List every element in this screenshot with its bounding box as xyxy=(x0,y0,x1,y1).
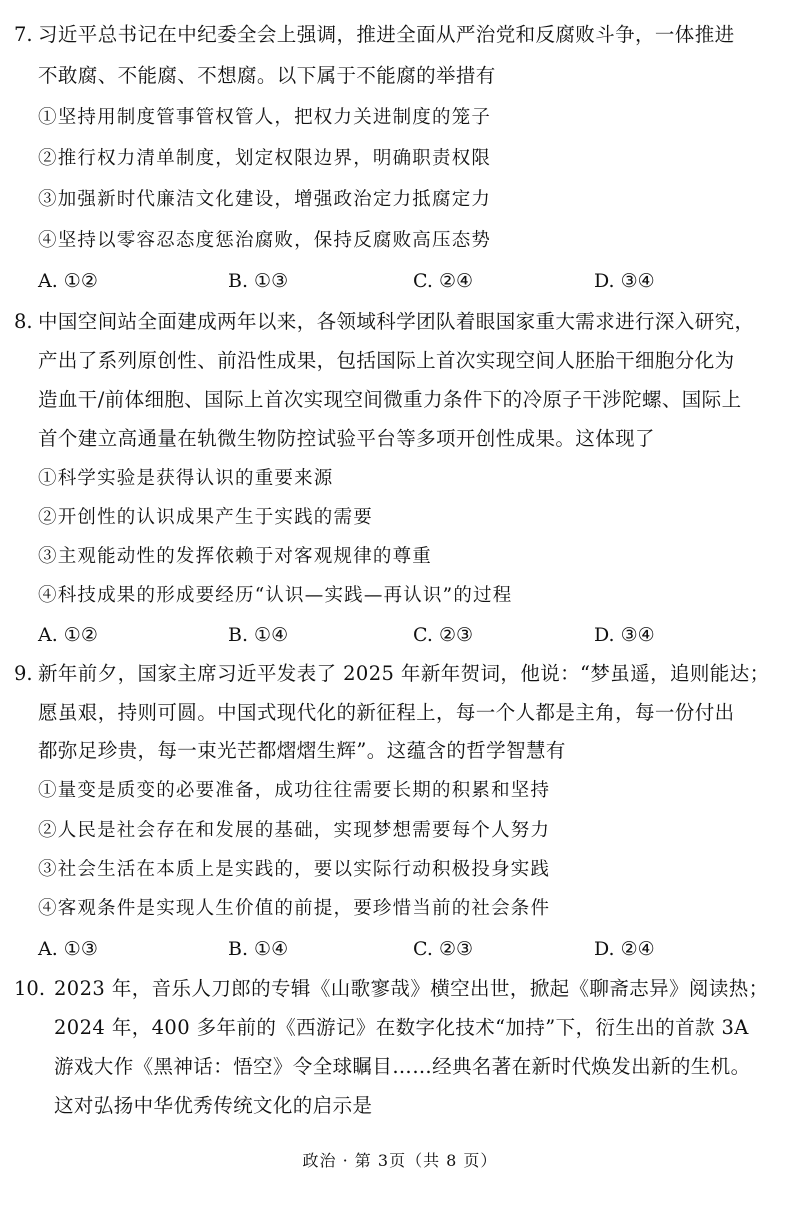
question-stem-line: 中国空间站全面建成两年以来，各领域科学团队着眼国家重大需求进行深入研究， xyxy=(38,310,755,333)
statement-4: ④坚持以零容忍态度惩治腐败，保持反腐败高压态势 xyxy=(38,230,492,251)
question-stem-line: 2024 年，400 多年前的《西游记》在数字化技术“加持”下，衍生出的首款 3A xyxy=(54,1016,749,1039)
page-footer: 政治 · 第 3页（共 8 页） xyxy=(302,1151,498,1170)
question-stem-line: 不敢腐、不能腐、不想腐。以下属于不能腐的举措有 xyxy=(38,64,496,87)
question-stem-line: 产出了系列原创性、前沿性成果，包括国际上首次实现空间人胚胎干细胞分化为 xyxy=(38,349,735,372)
question-stem-line: 首个建立高通量在轨微生物防控试验平台等多项开创性成果。这体现了 xyxy=(38,427,655,450)
statement-3: ③主观能动性的发挥依赖于对客观规律的尊重 xyxy=(38,546,433,567)
option-d[interactable]: D. ③④ xyxy=(594,624,655,646)
option-a[interactable]: A. ①③ xyxy=(38,938,98,960)
option-c[interactable]: C. ②④ xyxy=(413,270,474,292)
statement-1: ①坚持用制度管事管权管人，把权力关进制度的笼子 xyxy=(38,107,492,128)
question-stem-line: 都弥足珍贵，每一束光芒都熠熠生辉”。这蕴含的哲学智慧有 xyxy=(38,739,566,762)
statement-4: ④客观条件是实现人生价值的前提，要珍惜当前的社会条件 xyxy=(38,898,551,919)
question-number: 9. xyxy=(14,662,33,685)
option-a[interactable]: A. ①② xyxy=(38,270,98,292)
question-stem-line: 这对弘扬中华优秀传统文化的启示是 xyxy=(54,1094,373,1117)
option-a[interactable]: A. ①② xyxy=(38,624,98,646)
option-c[interactable]: C. ②③ xyxy=(413,624,474,646)
question-number: 8. xyxy=(14,310,33,333)
option-d[interactable]: D. ②④ xyxy=(594,938,655,960)
statement-1: ①科学实验是获得认识的重要来源 xyxy=(38,468,334,489)
question-number: 7. xyxy=(14,23,33,46)
question-stem-line: 习近平总书记在中纪委全会上强调，推进全面从严治党和反腐败斗争，一体推进 xyxy=(38,23,735,46)
question-stem-line: 2023 年，音乐人刀郎的专辑《山歌寥哉》横空出世，掀起《聊斋志异》阅读热； xyxy=(54,977,769,1000)
statement-2: ②推行权力清单制度，划定权限边界，明确职责权限 xyxy=(38,148,492,169)
statement-3: ③社会生活在本质上是实践的，要以实际行动积极投身实践 xyxy=(38,859,551,880)
option-b[interactable]: B. ①③ xyxy=(228,270,289,292)
statement-1: ①量变是质变的必要准备，成功往往需要长期的积累和坚持 xyxy=(38,780,551,801)
statement-4: ④科技成果的形成要经历“认识—实践—再认识”的过程 xyxy=(38,585,513,606)
question-stem-line: 游戏大作《黑神话：悟空》令全球瞩目……经典名著在新时代焕发出新的生机。 xyxy=(54,1055,751,1078)
option-b[interactable]: B. ①④ xyxy=(228,624,289,646)
statement-2: ②开创性的认识成果产生于实践的需要 xyxy=(38,507,373,528)
option-d[interactable]: D. ③④ xyxy=(594,270,655,292)
question-stem-line: 新年前夕，国家主席习近平发表了 2025 年新年贺词，他说：“梦虽遥，追则能达； xyxy=(38,662,770,685)
statement-2: ②人民是社会存在和发展的基础，实现梦想需要每个人努力 xyxy=(38,820,551,841)
question-stem-line: 愿虽艰，持则可圆。中国式现代化的新征程上，每一个人都是主角，每一份付出 xyxy=(38,701,735,724)
question-number: 10. xyxy=(14,977,46,1000)
question-stem-line: 造血干/前体细胞、国际上首次实现空间微重力条件下的冷原子干涉陀螺、国际上 xyxy=(38,388,742,411)
option-c[interactable]: C. ②③ xyxy=(413,938,474,960)
option-b[interactable]: B. ①④ xyxy=(228,938,289,960)
statement-3: ③加强新时代廉洁文化建设，增强政治定力抵腐定力 xyxy=(38,189,492,210)
